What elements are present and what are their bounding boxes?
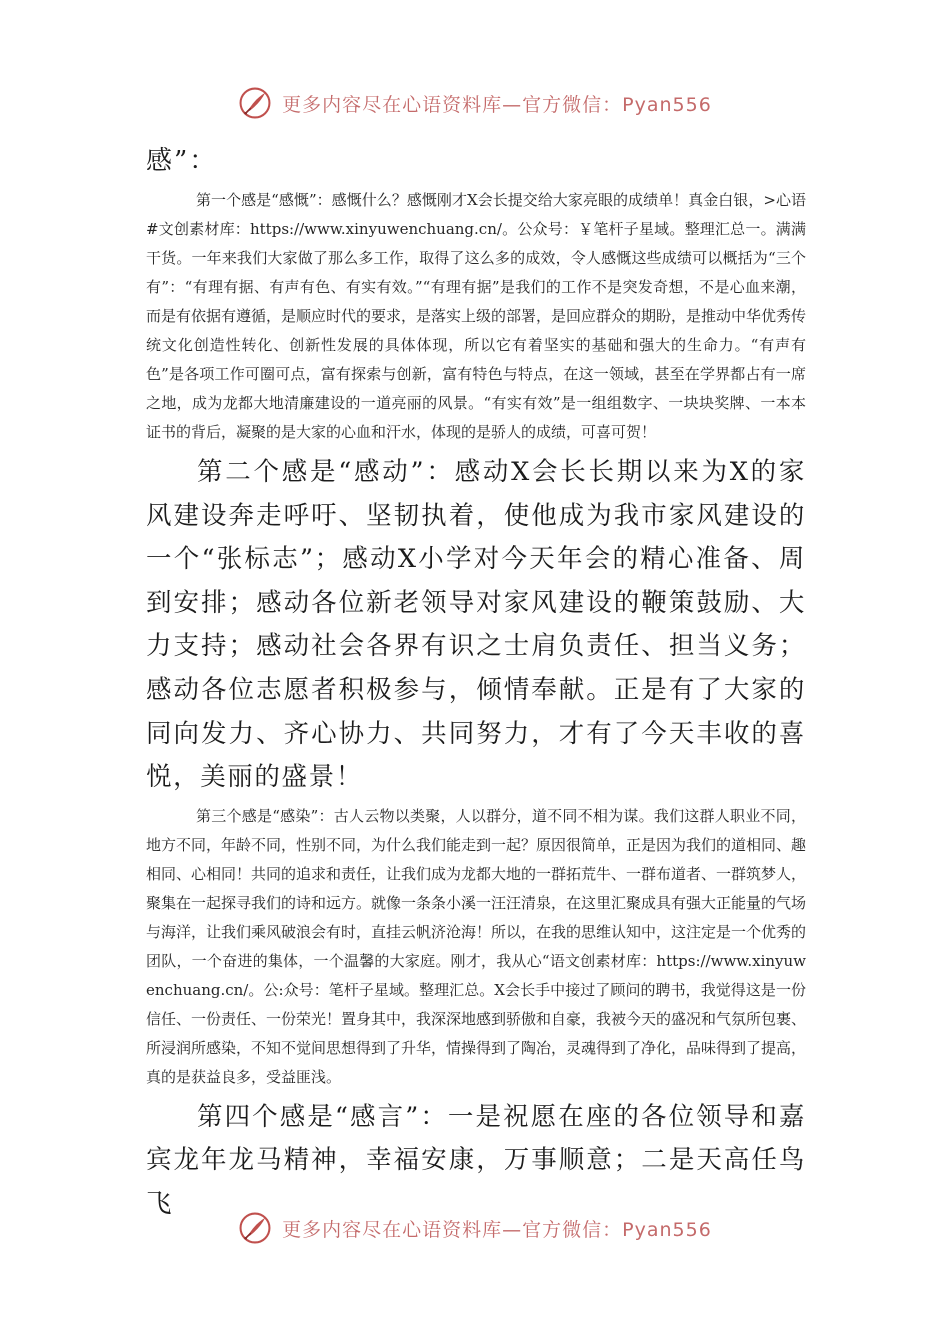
header-banner-text: 更多内容尽在心语资料库—官方微信：Pyan556 xyxy=(282,93,712,116)
footer-banner-text: 更多内容尽在心语资料库—官方微信：Pyan556 xyxy=(282,1218,712,1241)
paragraph-ganran: 第三个感是“感染”：古人云物以类聚，人以群分，道不同不相为谋。我们这群人职业不同，地方不同，年龄不同，性别不同，为什么我们能走到一起？原因很简单，正是因为我们的道相同、趣相同、心相同！共同的追求和责任，让我们成为龙都大地的一群拓荒牛、一群布道者、一群筑梦人，聚集在一起探寻我们的诗和远方。就像一条条小溪一汪汪清泉，在这里汇聚成具有强大正能量的气场与海洋，让我们乘风破浪会有时，直挂云帆济沧海！所以，在我的思维认知中，这注定是一个优秀的团队，一个奋进的集体，一个温馨的大家庭。刚才，我从心“语文创素材库：https://www.xinyuwenchuang.cn/。公:众号：笔杆子星域。整理汇总。X会长手中接过了顾问的聘书，我觉得这是一份信任、一份责任、一份荣光！置身其中，我深深地感到骄傲和自豪，我被今天的盛况和气氛所包裹、所浸润所感染，不知不觉间思想得到了升华，情操得到了陶冶，灵魂得到了净化，品味得到了提高，真的是获益良多，受益匪浅。 xyxy=(146,806,807,1086)
footer-banner xyxy=(0,1206,950,1250)
header-banner xyxy=(0,81,950,125)
quill-pen-logo-icon xyxy=(238,86,272,120)
paragraph-gandong: 第二个感是“感动”：感动X会长长期以来为X的家风建设奔走呼吁、坚韧执着，使他成为我市家风建设的一个“张标志”；感动X小学对今天年会的精心准备、周到安排；感动各位新老领导对家风建设的鞭策鼓励、大力支持；感动社会各界有识之士肩负责任、担当义务；感动各位志愿者积极参与，倾情奉献。正是有了大家的同向发力、齐心协力、共同努力，才有了今天丰收的喜悦，美丽的盛景！ xyxy=(146,457,806,793)
paragraph-ganyan: 第四个感是“感言”：一是祝愿在座的各位领导和嘉宾龙年龙马精神，幸福安康，万事顺意；二是天高任鸟飞 xyxy=(146,1101,806,1219)
document-body xyxy=(146,138,806,1227)
heading-fragment: 感”： xyxy=(146,146,218,176)
paragraph-gankai: 第一个感是“感慨”：感慨什么？感慨刚才X会长提交给大家亮眼的成绩单！真金白银，>心语#文创素材库：https://www.xinyuwenchuang.cn/。公众号：￥笔杆子星域。整理汇总一。满满干货。一年来我们大家做了那么多工作，取得了这么多的成效，令人感慨这些成绩可以概括为“三个有”：“有理有据、有声有色、有实有效。”“有理有据”是我们的工作不是突发奇想，不是心血来潮，而是有依据有遵循，是顺应时代的要求，是落实上级的部署，是回应群众的期盼，是推动中华优秀传统文化创造性转化、创新性发展的具体体现，所以它有着坚实的基础和强大的生命力。“有声有色”是各项工作可圈可点，富有探索与创新，富有特色与特点，在这一领域，甚至在学界都占有一席之地，成为龙都大地清廉建设的一道亮丽的风景。“有实有效”是一组组数字、一块块奖牌、一本本证书的背后，凝聚的是大家的心血和汗水，体现的是骄人的成绩，可喜可贺！ xyxy=(146,191,807,441)
quill-pen-logo-icon xyxy=(238,1211,272,1245)
